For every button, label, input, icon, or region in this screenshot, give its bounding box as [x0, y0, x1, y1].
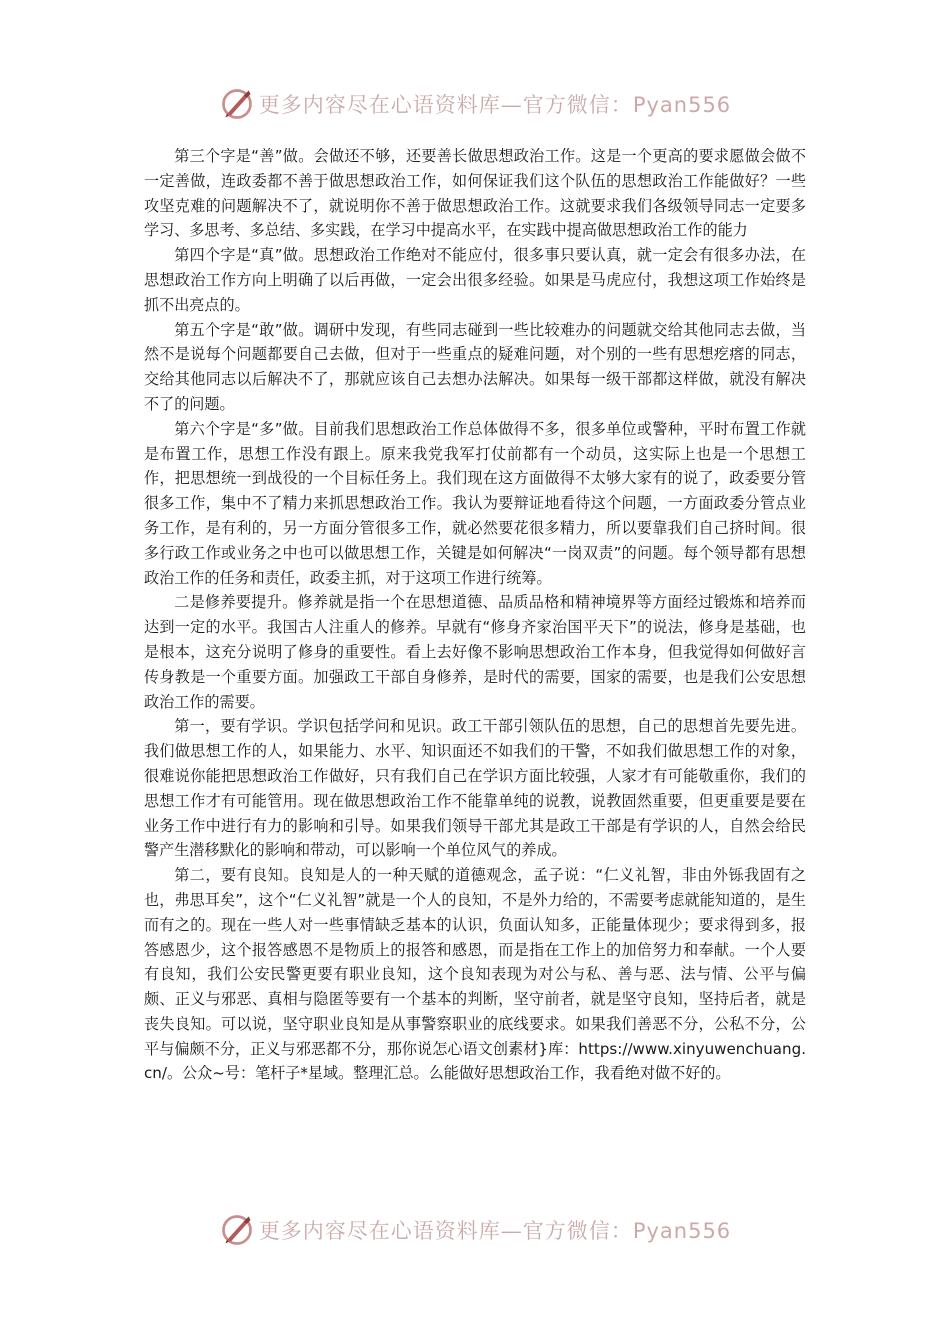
header-watermark-banner	[0, 84, 950, 124]
paragraph-6: 第一，要有学识。学识包括学问和见识。政工干部引领队伍的思想，自己的思想首先要先进。我们做思想工作的人，如果能力、水平、知识面还不如我们的干警，不如我们做思想工作的对象，很难说你能把思想政治工作做好，只有我们自己在学识方面比较强，人家才有可能敬重你，我们的思想工作才有可能管用。现在做思想政治工作不能靠单纯的说教，说教固然重要，但更重要是要在业务工作中进行有力的影响和引导。如果我们领导干部尤其是政工干部是有学识的人，自然会给民警产生潜移默化的影响和带动，可以影响一个单位风气的养成。	[144, 717, 806, 860]
paragraph-5: 二是修养要提升。修养就是指一个在思想道德、品质品格和精神境界等方面经过锻炼和培养而达到一定的水平。我国古人注重人的修养。早就有“修身齐家治国平天下”的说法，修身是基础，也是根本，这充分说明了修身的重要性。看上去好像不影响思想政治工作本身，但我觉得如何做好言传身教是一个重要方面。加强政工干部自身修养，是时代的需要，国家的需要，也是我们公安思想政治工作的需要。	[144, 593, 806, 711]
document-body	[144, 144, 806, 1086]
banner-text: 更多内容尽在心语资料库—官方微信：Pyan556	[258, 93, 732, 117]
paragraph-1: 第三个字是“善”做。会做还不够，还要善长做思想政治工作。这是一个更高的要求愿做会做不一定善做，连政委都不善于做思想政治工作，如何保证我们这个队伍的思想政治工作能做好？一些攻坚克难的问题解决不了，就说明你不善于做思想政治工作。这就要求我们各级领导同志一定要多学习、多思考、多总结、多实践，在学习中提高水平，在实践中提高做思想政治工作的能力	[144, 147, 806, 240]
pen-circle-logo-icon	[219, 1212, 255, 1248]
paragraph-3: 第五个字是“敢”做。调研中发现，有些同志碰到一些比较难办的问题就交给其他同志去做，当然不是说每个问题都要自己去做，但对于一些重点的疑难问题，对个别的一些有思想疙瘩的同志，交给其他同志以后解决不了，那就应该自己去想办法解决。如果每一级干部都这样做，就没有解决不了的问题。	[144, 320, 806, 413]
paragraph-2: 第四个字是“真”做。思想政治工作绝对不能应付，很多事只要认真，就一定会有很多办法，在思想政治工作方向上明确了以后再做，一定会出很多经验。如果是马虎应付，我想这项工作始终是抓不出亮点的。	[144, 246, 806, 314]
paragraph-7: 第二，要有良知。良知是人的一种天赋的道德观念，孟子说：“仁义礼智，非由外铄我固有之也，弗思耳矣”，这个“仁义礼智”就是一个人的良知，不是外力给的，不需要考虑就能知道的，是生而有之的。现在一些人对一些事情缺乏基本的认识，负面认知多，正能量体现少；要求得到多，报答感恩少，这个报答感恩不是物质上的报答和感恩，而是指在工作上的加倍努力和奉献。一个人要有良知，我们公安民警更要有职业良知，这个良知表现为对公与私、善与恶、法与情、公平与偏颇、正义与邪恶、真相与隐匿等要有一个基本的判断，坚守前者，就是坚守良知，坚持后者，就是丧失良知。可以说，坚守职业良知是从事警察职业的底线要求。如果我们善恶不分，公私不分，公平与偏颇不分，正义与邪恶都不分，那你说怎心语文创素材}库：https://www.xinyuwenchuang.cn/。公众~号：笔杆子*星域。整理汇总。么能做好思想政治工作，我看绝对做不好的。	[144, 866, 806, 1083]
paragraph-4: 第六个字是“多”做。目前我们思想政治工作总体做得不多，很多单位或警种，平时布置工作就是布置工作，思想工作没有跟上。原来我党我军打仗前都有一个动员，这实际上也是一个思想工作，把思想统一到战役的一个目标任务上。我们现在这方面做得不太够大家有的说了，政委要分管很多工作，集中不了精力来抓思想政治工作。我认为要辩证地看待这个问题，一方面政委分管点业务工作，是有利的，另一方面分管很多工作，就必然要花很多精力，所以要靠我们自己挤时间。很多行政工作或业务之中也可以做思想工作，关键是如何解决“一岗双责”的问题。每个领导都有思想政治工作的任务和责任，政委主抓，对于这项工作进行统筹。	[144, 419, 806, 587]
banner-text: 更多内容尽在心语资料库—官方微信：Pyan556	[258, 1219, 732, 1243]
banner-wechat-id: Pyan556	[632, 93, 732, 117]
pen-circle-logo-icon	[219, 86, 255, 122]
banner-wechat-id: Pyan556	[632, 1219, 732, 1243]
footer-watermark-banner	[0, 1210, 950, 1250]
